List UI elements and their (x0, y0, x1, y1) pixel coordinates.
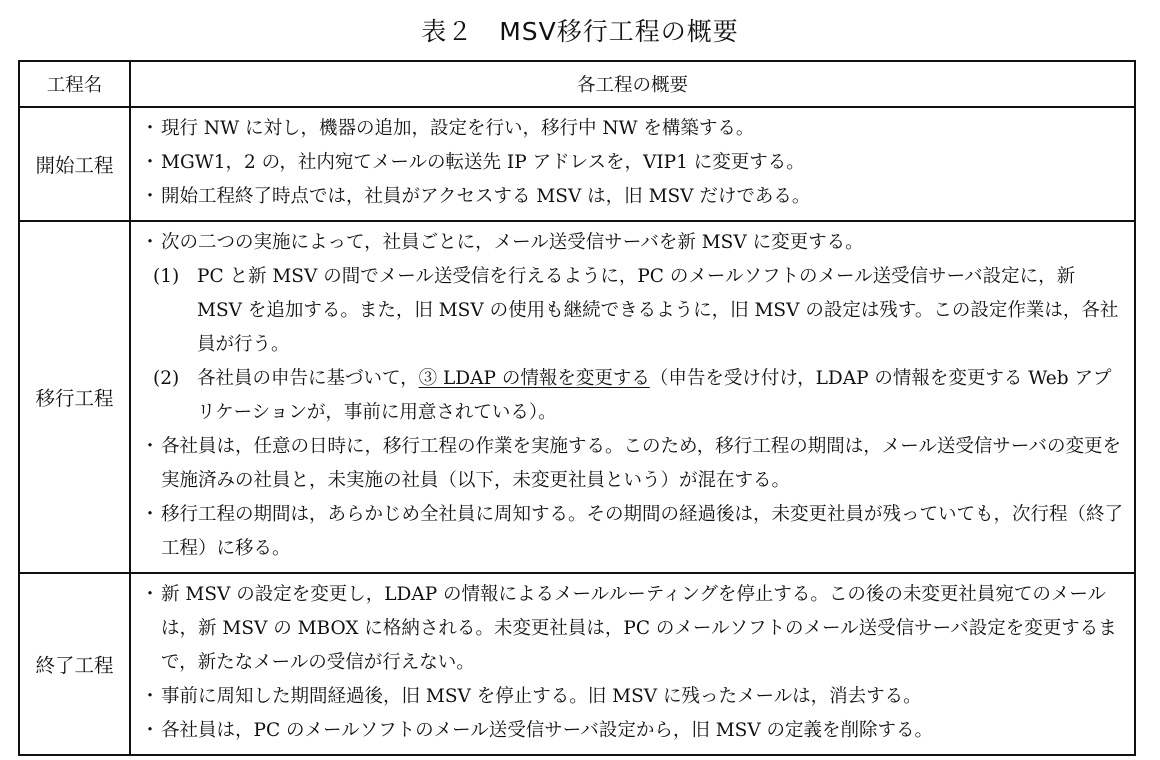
phase-name-end: 終了工程 (19, 573, 130, 755)
list-item: ・MGW1，2 の，社内宛てメールの転送先 IP アドレスを，VIP1 に変更する。 (140, 152, 805, 173)
sub-item-1: (1) PC と新 MSV の間でメール送受信を行えるように，PC のメールソフトのメール送受信サーバ設定に，新 MSV を追加する。また，旧 MSV の使用も継続できるように，旧 MSV の設定は残す。この設定作業は，各社員が行う。 (153, 266, 1119, 355)
list-item: ・現行 NW に対し，機器の追加，設定を行い，移行中 NW を構築する。 (140, 118, 755, 139)
header-phase-name: 工程名 (19, 61, 130, 107)
table-row (19, 573, 1135, 755)
header-row (19, 61, 1135, 107)
list-item: ・移行工程の期間は，あらかじめ全社員に周知する。その期間の経過後は，未変更社員が残っていても，次行程（終了工程）に移る。 (140, 504, 1124, 559)
list-item: ・各社員は，PC のメールソフトのメール送受信サーバ設定から，旧 MSV の定義を削除する。 (140, 720, 934, 741)
table-row (19, 107, 1135, 221)
phase-name-migration: 移行工程 (19, 221, 130, 573)
list-item: ・各社員は，任意の日時に，移行工程の作業を実施する。このため，移行工程の期間は，メール送受信サーバの変更を実施済みの社員と，未実施の社員（以下，未変更社員という）が混在する。 (140, 436, 1121, 491)
sub-item-2: (2) 各社員の申告に基づいて，③ LDAP の情報を変更する（申告を受け付け，LDAP の情報を変更する Web アプリケーションが，事前に用意されている）。 (153, 368, 1112, 423)
table-row (19, 221, 1135, 573)
phase-desc-end (130, 573, 1135, 755)
phase-desc-start (130, 107, 1135, 221)
phase-desc-migration (130, 221, 1135, 573)
list-item: ・開始工程終了時点では，社員がアクセスする MSV は，旧 MSV だけである。 (140, 186, 811, 207)
process-table (18, 60, 1136, 756)
list-item: ・次の二つの実施によって，社員ごとに，メール送受信サーバを新 MSV に変更する。 (140, 232, 864, 253)
page-title: 表２ MSV移行工程の概要 (421, 17, 739, 46)
list-item: ・事前に周知した期間経過後，旧 MSV を停止する。旧 MSV に残ったメールは，消去する。 (140, 686, 922, 707)
header-overview: 各工程の概要 (130, 61, 1135, 107)
phase-name-start: 開始工程 (19, 107, 130, 221)
list-item: ・新 MSV の設定を変更し，LDAP の情報によるメールルーティングを停止する。この後の未変更社員宛てのメールは，新 MSV の MBOX に格納される。未変更社員は，PC のメールソフトのメール送受信サーバ設定を変更するまで，新たなメールの受信が行えない。 (140, 584, 1117, 673)
underlined-phrase: ③ LDAP の情報を変更する (418, 368, 650, 389)
